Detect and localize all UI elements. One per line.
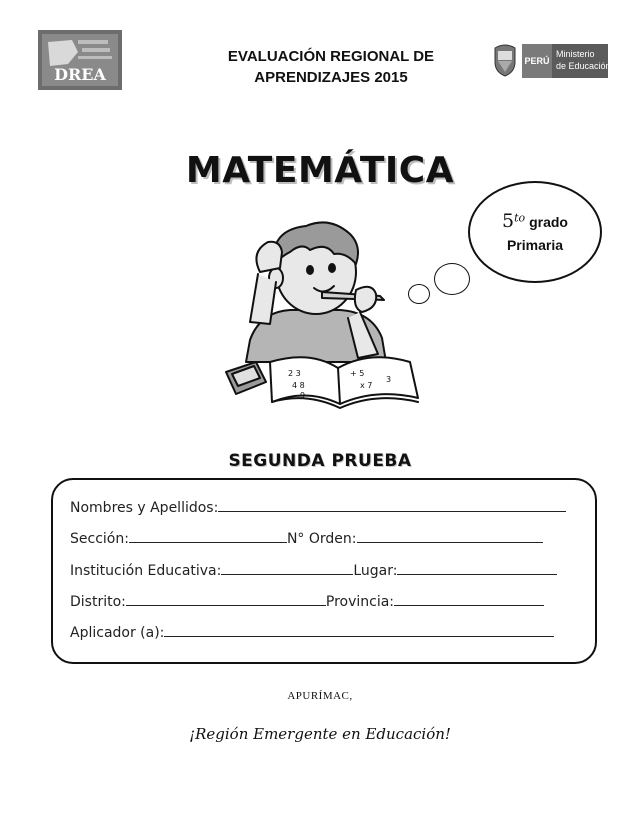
- boy-studying-illustration: [210, 212, 440, 420]
- form-row-institution: [70, 560, 557, 580]
- names-field[interactable]: [218, 497, 566, 512]
- svg-text:3: 3: [386, 375, 392, 384]
- district-field[interactable]: [126, 591, 326, 606]
- ministry-country-label: PERÚ: [522, 44, 552, 78]
- institution-field[interactable]: [221, 560, 353, 575]
- grade-line: [470, 210, 600, 232]
- drea-logo-text: DREA: [54, 65, 106, 84]
- district-label: Distrito:: [70, 594, 126, 610]
- form-row-section: [70, 528, 543, 548]
- place-label: Lugar:: [353, 563, 398, 579]
- footer-region: APURÍMAC,: [287, 690, 353, 702]
- order-number-field[interactable]: [357, 528, 543, 543]
- order-number-label: N° Orden:: [286, 531, 357, 547]
- names-label: Nombres y Apellidos:: [70, 500, 219, 516]
- subject-title: MATEMÁTICA: [185, 150, 455, 191]
- grade-level: Primaria: [506, 237, 564, 253]
- grade-ordinal-suffix: to: [514, 211, 526, 225]
- form-row-names: [70, 497, 566, 517]
- applicator-field[interactable]: [164, 622, 554, 637]
- section-title: SEGUNDA PRUEBA: [228, 451, 412, 471]
- svg-text:9: 9: [300, 391, 306, 400]
- applicator-label: Aplicador (a):: [70, 625, 165, 641]
- grade-word: grado: [529, 214, 568, 230]
- province-label: Provincia:: [325, 594, 395, 610]
- ministry-banner: [522, 44, 611, 78]
- form-row-district: [70, 591, 544, 611]
- drea-logo: [38, 30, 122, 90]
- place-field[interactable]: [397, 560, 557, 575]
- svg-text:x 7: x 7: [360, 381, 373, 390]
- header-title-line1: EVALUACIÓN REGIONAL DE: [227, 48, 435, 65]
- grade-number: 5: [502, 210, 515, 232]
- section-label: Sección:: [70, 531, 129, 547]
- ministry-line2: de Educación: [556, 61, 611, 71]
- form-row-applicator: [70, 622, 554, 642]
- province-field[interactable]: [394, 591, 544, 606]
- grade-bubble: [468, 181, 602, 283]
- svg-text:+ 5: + 5: [350, 369, 365, 378]
- section-field[interactable]: [129, 528, 287, 543]
- svg-text:4 8: 4 8: [292, 381, 305, 390]
- document-header-title: [200, 46, 462, 88]
- svg-text:2 3: 2 3: [288, 369, 301, 378]
- footer-motto: ¡Región Emergente en Educación!: [189, 725, 451, 743]
- coat-of-arms-icon: [492, 42, 518, 78]
- ministry-logo: [492, 40, 611, 82]
- header-title-line2: APRENDIZAJES 2015: [254, 69, 408, 86]
- ministry-line1: Ministerio: [556, 49, 595, 59]
- institution-label: Institución Educativa:: [70, 563, 222, 579]
